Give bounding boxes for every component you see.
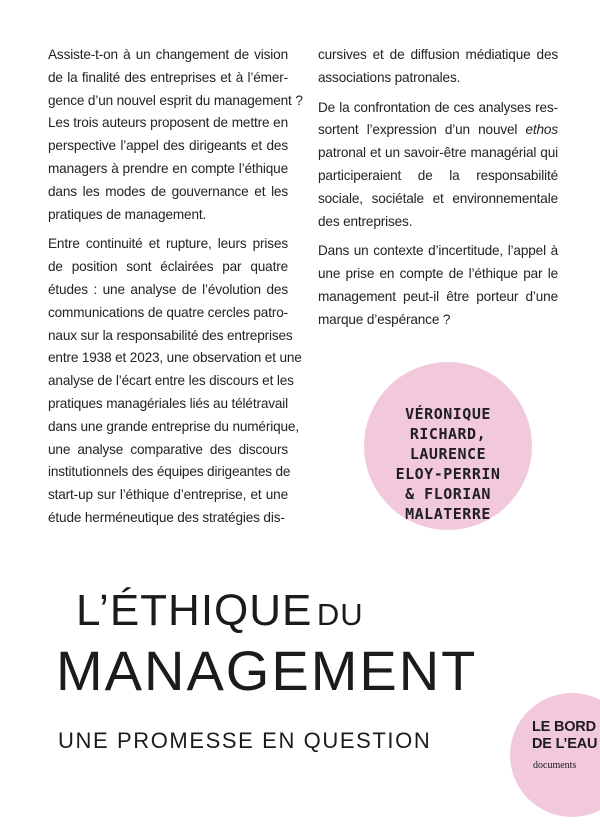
text-line: dans les modes de gouvernance et les <box>48 183 288 199</box>
text-line: de la finalité des entreprises et à l’émer- <box>48 69 288 85</box>
text-line: étude herméneutique des stratégies dis- <box>48 509 285 525</box>
title-du: DU <box>316 597 364 632</box>
text-line: pratiques managériales liés au télétravail <box>48 395 289 411</box>
book-title-line1 <box>76 586 364 636</box>
text-line: de position sont éclairées par quatre <box>48 259 288 275</box>
author-line: MALATERRE <box>405 505 491 523</box>
text-line: institutionnels des équipes dirigeantes de <box>48 464 291 480</box>
text-line: pratiques de management. <box>48 206 207 222</box>
text-line: gence d’un nouvel esprit du management ? <box>48 92 303 108</box>
emphasis-word: ethos <box>525 122 558 138</box>
author-line: LAURENCE <box>409 445 487 463</box>
author-names <box>364 404 532 524</box>
text-line: managers à prendre en compte l’éthique <box>48 160 288 176</box>
left-text-column <box>48 44 303 537</box>
publisher-name-line: LE BORD <box>532 719 596 735</box>
text-line: une prise en compte de l’éthique par le <box>318 266 558 282</box>
text-line: études : une analyse de l’évolution des <box>48 281 288 297</box>
text-line: associations patronales. <box>318 69 461 85</box>
author-line: RICHARD, <box>409 425 487 443</box>
author-line: & FLORIAN <box>405 485 491 503</box>
title-ethique: L’ÉTHIQUE <box>76 586 313 635</box>
text-line: participeraient de la responsabilité <box>318 167 558 183</box>
author-line: VÉRONIQUE <box>405 405 491 423</box>
author-line: ELOY-PERRIN <box>395 465 501 483</box>
publisher-badge <box>510 693 600 817</box>
text-line: des entreprises. <box>318 213 413 229</box>
text-line: sociale, sociétale et environnementale <box>318 190 558 206</box>
text-line: De la confrontation de ces analyses res- <box>318 99 558 115</box>
text-paragraph <box>318 44 558 90</box>
publisher-name-line: DE L’EAU <box>532 736 598 752</box>
text-line: start-up sur l’éthique d’entreprise, et une <box>48 487 288 503</box>
text-line: cursives et de diffusion médiatique des <box>318 47 558 62</box>
text-paragraph <box>318 240 558 331</box>
text-paragraph <box>48 233 302 529</box>
book-subtitle: UNE PROMESSE EN QUESTION <box>58 728 432 753</box>
text-line: management peut-il être porteur d’une <box>318 288 558 304</box>
text-line: Entre continuité et rupture, leurs prises <box>48 236 288 252</box>
text-paragraph <box>318 97 558 234</box>
collection-label: documents <box>533 760 577 771</box>
text-line: une analyse comparative des discours <box>48 441 288 457</box>
text-line: Dans un contexte d’incertitude, l’appel à <box>318 243 558 259</box>
text-line: entre 1938 et 2023, une observation et une <box>48 350 302 366</box>
text-paragraph <box>48 44 303 226</box>
text-line: Les trois auteurs proposent de mettre en <box>48 115 288 131</box>
text-line: dans une grande entreprise du numérique, <box>48 418 299 434</box>
text-line: analyse de l’écart entre les discours et les <box>48 373 294 389</box>
book-title-line2: MANAGEMENT <box>56 639 478 702</box>
text-line: perspective l’appel des dirigeants et des <box>48 138 288 154</box>
text-line: patronal et un savoir-être managérial qui <box>318 145 558 161</box>
right-text-column <box>318 44 558 339</box>
text-line: communications de quatre cercles patro- <box>48 304 288 320</box>
publisher-logo <box>532 719 597 753</box>
text-line: marque d’espérance ? <box>318 311 451 327</box>
text-line: sortent l’expression d’un nouvel ethos <box>318 122 558 138</box>
text-line: naux sur la responsabilité des entreprises <box>48 327 293 343</box>
text-line: Assiste-t-on à un changement de vision <box>48 47 288 62</box>
